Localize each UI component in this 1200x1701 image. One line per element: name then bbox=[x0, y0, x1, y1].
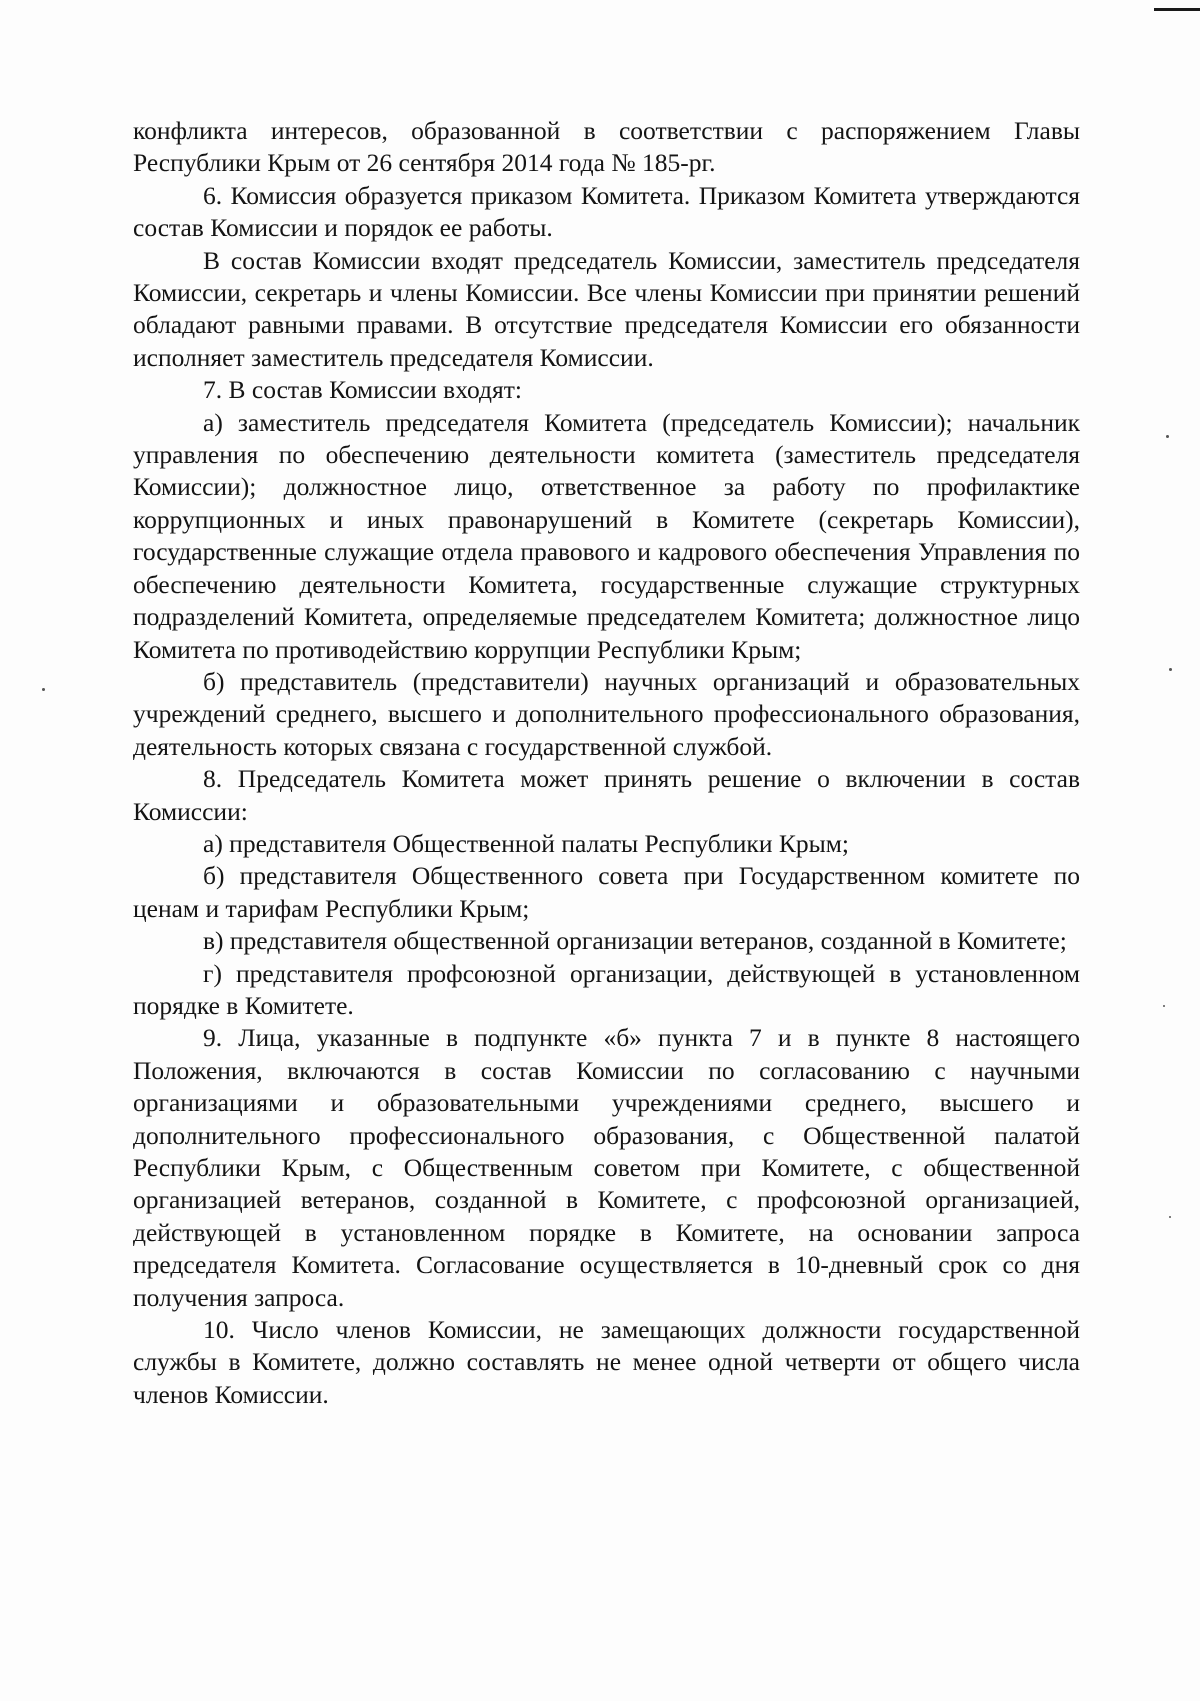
scan-speck bbox=[1166, 435, 1169, 438]
scan-speck bbox=[42, 688, 45, 691]
paragraph-item-7a: а) заместитель председателя Комитета (председатель Комиссии); начальник управления по обеспечению деятельности комитета (заместитель председателя Комиссии); должностное лицо, ответственное за работу по профилактике коррупционных и иных правонарушений в Комитете (секретарь Комиссии), государственные служащие отдела правового и кадрового обеспечения Управления по обеспечению деятельности Комитета, государственные служащие структурных подразделений Комитета, определяемые председателем Комитета; должностное лицо Комитета по противодействию коррупции Республики Крым; bbox=[133, 407, 1080, 664]
paragraph-item-8g: г) представителя профсоюзной организации, действующей в установленном порядке в Комитете. bbox=[133, 958, 1080, 1020]
paragraph-item-8: 8. Председатель Комитета может принять решение о включении в состав Комиссии: bbox=[133, 764, 1080, 826]
scan-speck bbox=[1169, 1216, 1171, 1218]
paragraph-item-8a: а) представителя Общественной палаты Республики Крым; bbox=[203, 828, 849, 858]
scan-corner-mark bbox=[1154, 8, 1200, 11]
paragraph-item-10: 10. Число членов Комиссии, не замещающих должности государственной службы в Комитете, должно составлять не менее одной четверти от общего числа членов Комиссии. bbox=[133, 1315, 1080, 1409]
paragraph-item-7b: б) представитель (представители) научных организаций и образовательных учреждений среднего, высшего и дополнительного профессионального образования, деятельность которых связана с государственной службой. bbox=[133, 666, 1080, 761]
paragraph-item-9: 9. Лица, указанные в подпункте «б» пункта 7 и в пункте 8 настоящего Положения, включаются в состав Комиссии по согласованию с научными организациями и образовательными учреждениями среднего, высшего и дополнительного профессионального образования, с Общественной палатой Республики Крым, с Общественным советом при Комитете, с общественной организацией ветеранов, созданной в Комитете, с профсоюзной организацией, действующей в установленном порядке в Комитете, на основании запроса председателя Комитета. Согласование осуществляется в 10-дневный срок со дня получения запроса. bbox=[133, 1023, 1080, 1312]
paragraph-item-6: 6. Комиссия образуется приказом Комитета. Приказом Комитета утверждаются состав Комиссии и порядок ее работы. bbox=[133, 180, 1080, 243]
paragraph-item-7: 7. В состав Комиссии входят: bbox=[203, 375, 522, 405]
scan-speck bbox=[1163, 1005, 1165, 1007]
paragraph-commission-composition: В состав Комиссии входят председатель Комиссии, заместитель председателя Комиссии, секретарь и члены Комиссии. Все члены Комиссии при принятии решений обладают равными правами. В отсутствие председателя Комиссии его обязанности исполняет заместитель председателя Комиссии. bbox=[133, 245, 1080, 372]
document-body bbox=[133, 115, 1080, 1411]
paragraph-item-8b: б) представителя Общественного совета при Государственном комитете по ценам и тарифам Республики Крым; bbox=[133, 861, 1080, 923]
scan-speck bbox=[1169, 668, 1172, 671]
paragraph-item-8v: в) представителя общественной организации ветеранов, созданной в Комитете; bbox=[203, 926, 1067, 956]
paragraph-continuation: конфликта интересов, образованной в соответствии с распоряжением Главы Республики Крым от 26 сентября 2014 года № 185-рг. bbox=[133, 116, 1080, 178]
